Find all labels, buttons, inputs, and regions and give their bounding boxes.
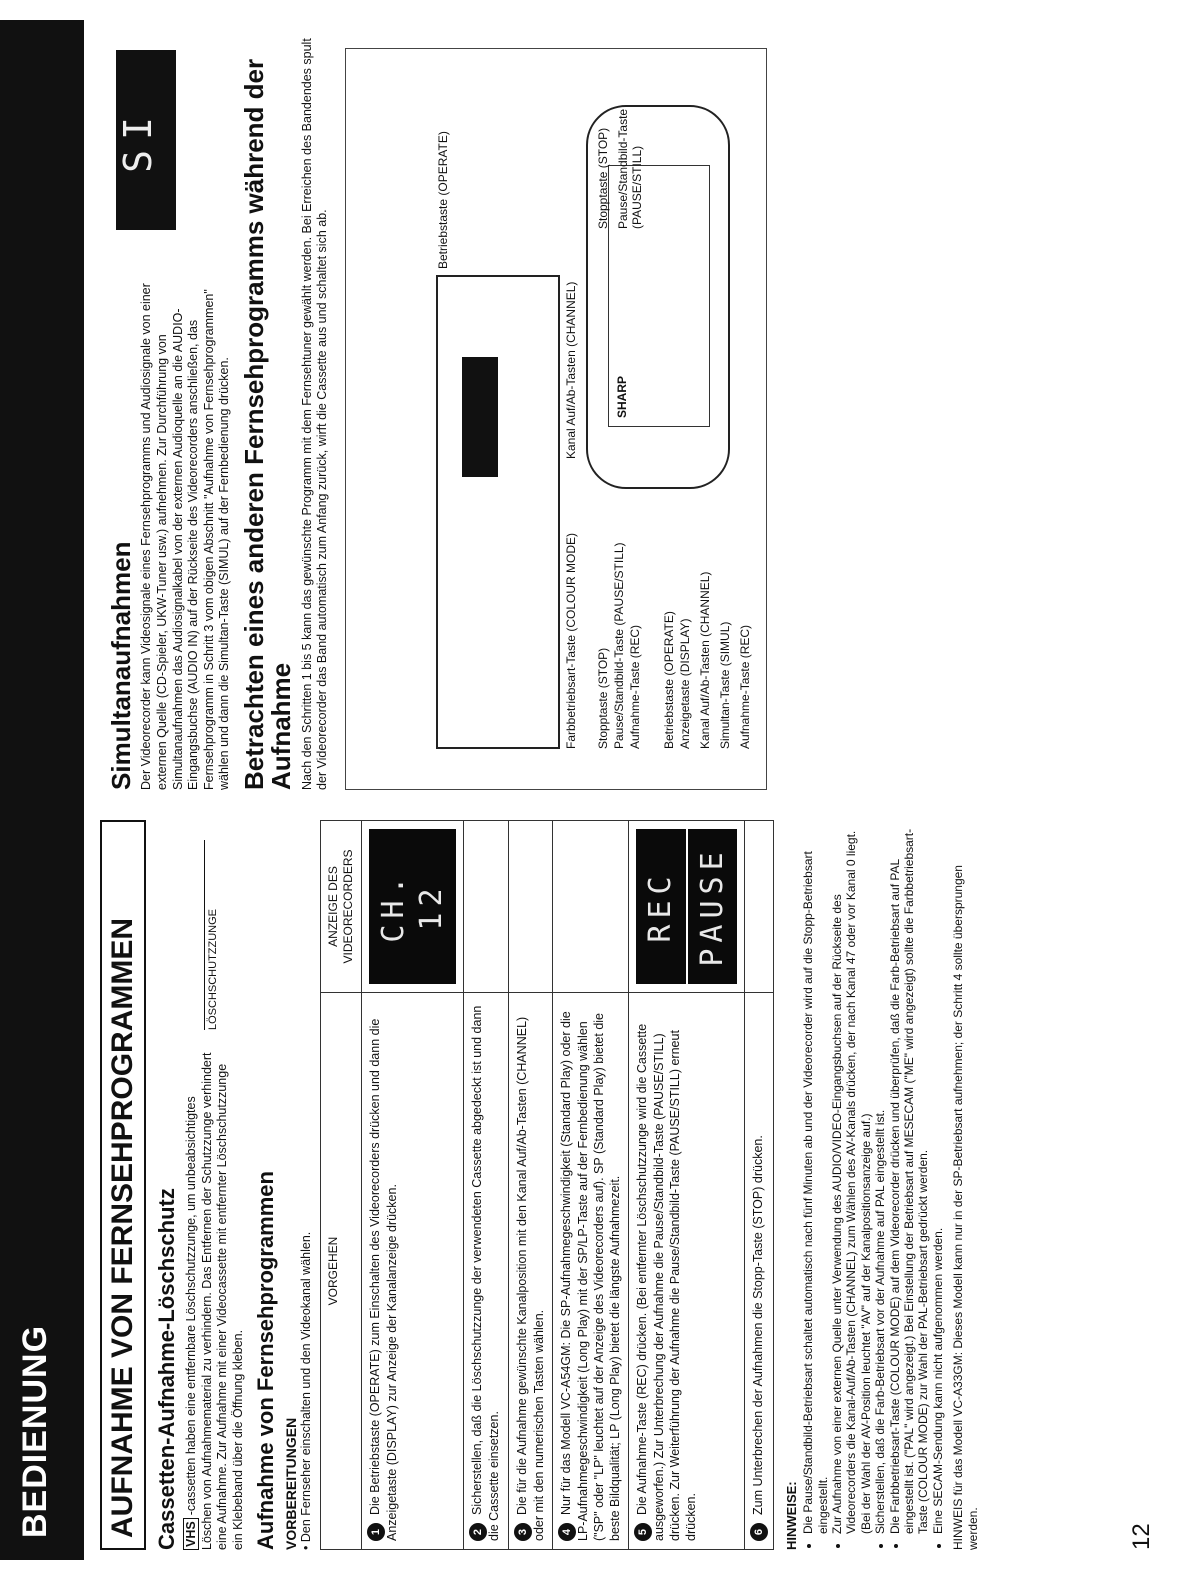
note-item: • Die Farbbetriebsart-Taste (COLOUR MODE) auf dem Videorecorder drücken und überprüfen, daß die Farb-Betriebsart auf PAL eingestellt ist. ("PAL" wird angezeigt.) Bei Einstellung der Betriebsart auf MESECAM ("ME" wird angezeigt) sollte die Farbbetriebsart-Taste (COLOUR MODE) zur Wahl der PAL-Betriebsart gedrückt werden. [888, 820, 931, 1534]
simul-display: SI [116, 50, 176, 230]
step-text: Die Aufnahme-Taste (REC) drücken. (Bei entfernter Löschschutzzunge wird die Cassette ausgeworfen.) Zur Unterbrechung der Aufnahme die Pause/Standbild-Taste (PAUSE/STILL) drücken. Zur Weiterführung der Aufnahme die Pause/Standbild-Taste (PAUSE/STILL) erneut drücken. [635, 1023, 698, 1541]
prep-title: VORBEREITUNGEN [282, 1417, 299, 1550]
step-number: 3 [514, 1523, 532, 1541]
simul-text: Der Videorecorder kann Videosignale eines Fernsehprogramms und Audiosignale von einer externen Quelle (CD-Spieler, UKW-Tuner usw.) aufnehmen. Zur Durchführung von Simultanaufnahmen das Audiosignalkabel von der externen Audioquelle an die AUDIO-Eingangsbuchse (AUDIO IN) auf der Rückseite des Videorecorders anschließen, das Fernsehprogramm in Schritt 3 vom obigen Abschnitt "Aufnahme von Fernsehprogrammen" wählen und dann die Simultan-Taste (SIMUL) auf der Fernbedienung drücken. [139, 283, 232, 790]
page-number: 12 [1128, 1523, 1155, 1550]
notes [784, 820, 981, 1550]
note-item: • Sicherstellen, daß die Farb-Betriebsart vor der Aufnahme auf PAL eingestellt ist. [873, 820, 887, 1534]
step-number: 1 [367, 1523, 385, 1541]
col-header-display: ANZEIGE DES VIDEORECORDERS [321, 821, 362, 993]
callout-colour-mode: Farbbetriebsart-Taste (COLOUR MODE) [563, 532, 578, 749]
step-number: 6 [750, 1523, 768, 1541]
notes-title: HINWEISE: [784, 1481, 800, 1550]
table-row [629, 821, 745, 1550]
protect-title: Cassetten-Aufnahme-Löschschutz [154, 1188, 179, 1550]
table-row [508, 821, 553, 1550]
callout-rec: Aufnahme-Taste (REC) [627, 624, 642, 749]
callout-stop: Stopptaste (STOP) [595, 647, 610, 749]
vhs-logo: VHS [183, 1518, 199, 1550]
step-number: 4 [558, 1523, 576, 1541]
callout-r-pause: Pause/Standbild-Taste (PAUSE/STILL) [615, 108, 645, 229]
watch-text: Nach den Schritten 1 bis 5 kann das gewünschte Programm mit dem Fernsehtuner gewählt werden. Bei Erreichen des Bandendes spult der Videorecorder das Band automatisch zum Anfang zurück, wirft die Cassette aus und schaltet sich ab. [299, 38, 330, 790]
callout-r-channel: Kanal Auf/Ab-Tasten (CHANNEL) [697, 571, 712, 749]
section-title: BEDIENUNG [16, 1324, 54, 1538]
display-readout: REC [636, 829, 686, 984]
callout-pause-still: Pause/Standbild-Taste (PAUSE/STILL) [611, 542, 626, 749]
recording-title: Aufnahme von Fernsehprogrammen [252, 1171, 278, 1550]
callout-channel: Kanal Auf/Ab-Tasten (CHANNEL) [563, 281, 578, 459]
note-item: • Zur Aufnahme von einer externen Quelle unter Verwendung des AUDIO/VIDEO-Eingangsbuchsen auf der Rückseite des Videorecorders die Kanal-Auf/Ab-Tasten (CHANNEL) zum Wählen des AV-Kanals drücken, der nach Kanal 47 oder vor Kanal 0 liegt. (Bei der Wahl der AV-Position leuchtet "AV" auf der Kanalpositionsanzeige auf.) [830, 820, 873, 1534]
table-row [745, 821, 774, 1550]
prep-text: • Den Fernseher einschalten und den Videokanal wählen. [298, 1231, 313, 1550]
simul-title: Simultanaufnahmen [106, 541, 136, 790]
callout-r-rec: Aufnahme-Taste (REC) [737, 624, 752, 749]
final-note: HINWEIS für das Modell VC-A33GM: Dieses Modell kann nur in der SP-Betriebsart aufnehmen; der Schritt 4 sollte übersprungen werden. [951, 865, 981, 1550]
callout-operate: Betriebstaste (OPERATE) [435, 131, 450, 269]
vcr-illustration [436, 275, 560, 749]
callout-r-simul: Simultan-Taste (SIMUL) [717, 621, 732, 749]
section-header-bar [0, 20, 84, 1560]
step-number: 2 [469, 1523, 487, 1541]
display-readout: CH. 12 [369, 829, 456, 984]
step-text: Die für die Aufnahme gewünschte Kanalposition mit den Kanal Auf/Ab-Tasten (CHANNEL) oder mit den numerischen Tasten wählen. [514, 1016, 546, 1541]
step-text: Sicherstellen, daß die Löschschutzzunge der verwendeten Cassette abgedeckt ist und dann die Cassette einsetzen. [470, 1005, 502, 1541]
watch-title: Betrachten eines anderen Fernsehprogramms während der Aufnahme [239, 58, 297, 790]
step-text: Nur für das Modell VC-A54GM: Die SP-Aufnahmegeschwindigkeit (Standard Play) oder die LP-Aufnahmegeschwindigkeit (Long Play) mit der SP/LP-Taste auf der Fernbedienung wählen ("SP" oder "LP" leuchtet auf der Anzeige des Videorecorders auf). SP (Standard Play) bietet die beste Bildqualität; LP (Long Play) bietet die längste Aufnahmezeit. [559, 1011, 622, 1541]
vcr-display-window [462, 357, 498, 477]
step-text: Die Betriebstaste (OPERATE) zum Einschalten des Videorecorders drücken und dann die Anzeigetaste (DISPLAY) zur Anzeige der Kanalanzeige drücken. [368, 1018, 400, 1541]
note-item: • Eine SECAM-Sendung kann nicht aufgenommen werden. [931, 820, 945, 1534]
callout-r-display: Anzeigetaste (DISPLAY) [677, 618, 692, 749]
table-row [362, 821, 464, 1550]
brand-logo: SHARP [614, 375, 629, 418]
table-row [464, 821, 509, 1550]
step-text: Zum Unterbrechen der Aufnahmen die Stopp-Taste (STOP) drücken. [751, 1135, 766, 1515]
col-header-action: VORGEHEN [321, 993, 362, 1550]
protect-tab-label: LÖSCHSCHUTZZUNGE [204, 840, 219, 1030]
callout-r-operate: Betriebstaste (OPERATE) [661, 611, 676, 749]
note-item: • Die Pause/Standbild-Betriebsart schaltet automatisch nach fünf Minuten ab und der Videorecorder wird auf die Stopp-Betriebsart eingestellt. [801, 820, 830, 1534]
step-number: 5 [634, 1523, 652, 1541]
protect-text: -cassetten haben eine entfernbare Löschschutzzunge, um unbeabsichtigtes Löschen von Aufnahmematerial zu verhindern. Das Entfernen der Schutzzunge verhindert eine Aufnahme. Zur Aufnahme mit einer Videocassette mit entfernter Löschschutzzunge ein Klebeband über die Öffnung kleben. [184, 1052, 245, 1550]
table-row [553, 821, 629, 1550]
right-column [100, 30, 1110, 790]
left-column [100, 820, 1110, 1550]
steps-table [320, 820, 774, 1550]
callout-r-stop: Stopptaste (STOP) [595, 127, 610, 229]
vcr-remote-diagram [345, 48, 767, 790]
display-readout: PAUSE [688, 829, 738, 984]
main-title: AUFNAHME VON FERNSEHPROGRAMMEN [100, 820, 146, 1550]
